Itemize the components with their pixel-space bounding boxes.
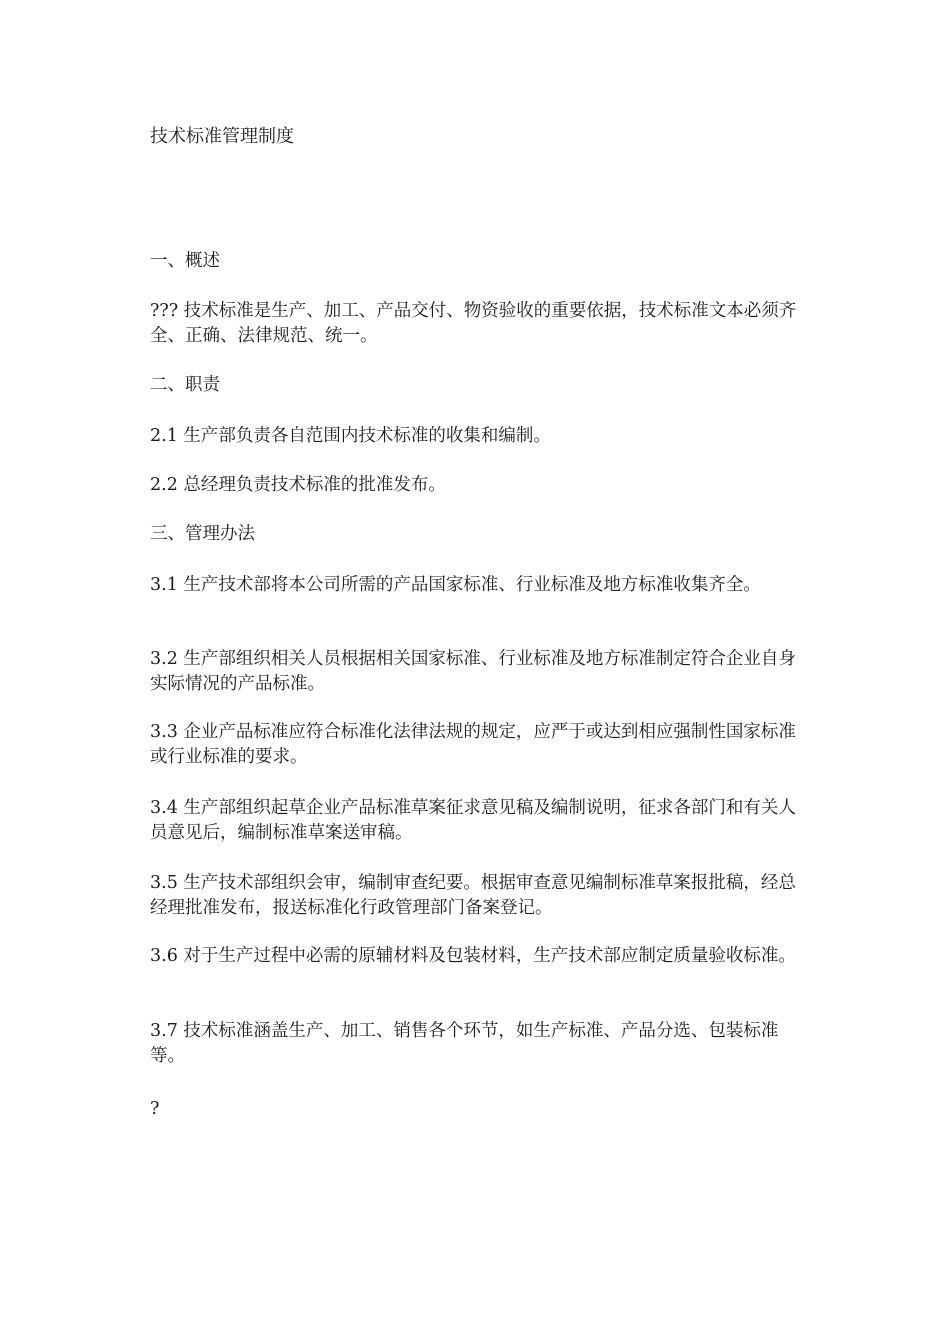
paragraph-trailing-mark: ? <box>150 1099 160 1119</box>
paragraph-3-6: 3.6 对于生产过程中必需的原辅材料及包装材料，生产技术部应制定质量验收标准。 <box>150 946 796 966</box>
paragraph-3-3: 3.3 企业产品标准应符合标准化法律法规的规定，应严于或达到相应强制性国家标准或行业标准的要求。 <box>150 722 796 767</box>
paragraph-3-1: 3.1 生产技术部将本公司所需的产品国家标准、行业标准及地方标准收集齐全。 <box>150 575 761 595</box>
paragraph-3-2: 3.2 生产部组织相关人员根据相关国家标准、行业标准及地方标准制定符合企业自身实际情况的产品标准。 <box>150 649 796 694</box>
paragraph-2-1: 2.1 生产部负责各自范围内技术标准的收集和编制。 <box>150 426 551 446</box>
section-heading-overview: 一、概述 <box>150 251 220 271</box>
section-heading-management: 三、管理办法 <box>150 524 255 544</box>
paragraph-3-4: 3.4 生产部组织起草企业产品标准草案征求意见稿及编制说明，征求各部门和有关人员意见后，编制标准草案送审稿。 <box>150 798 796 843</box>
document-title: 技术标准管理制度 <box>150 126 294 147</box>
paragraph-2-2: 2.2 总经理负责技术标准的批准发布。 <box>150 475 446 495</box>
paragraph-3-7: 3.7 技术标准涵盖生产、加工、销售各个环节，如生产标准、产品分选、包装标准等。 <box>150 1021 779 1066</box>
paragraph-3-5: 3.5 生产技术部组织会审，编制审查纪要。根据审查意见编制标准草案报批稿，经总经理批准发布，报送标准化行政管理部门备案登记。 <box>150 873 796 918</box>
paragraph-overview: ??? 技术标准是生产、加工、产品交付、物资验收的重要依据，技术标准文本必须齐全、正确、法律规范、统一。 <box>150 301 797 346</box>
section-heading-duties: 二、职责 <box>150 375 220 395</box>
